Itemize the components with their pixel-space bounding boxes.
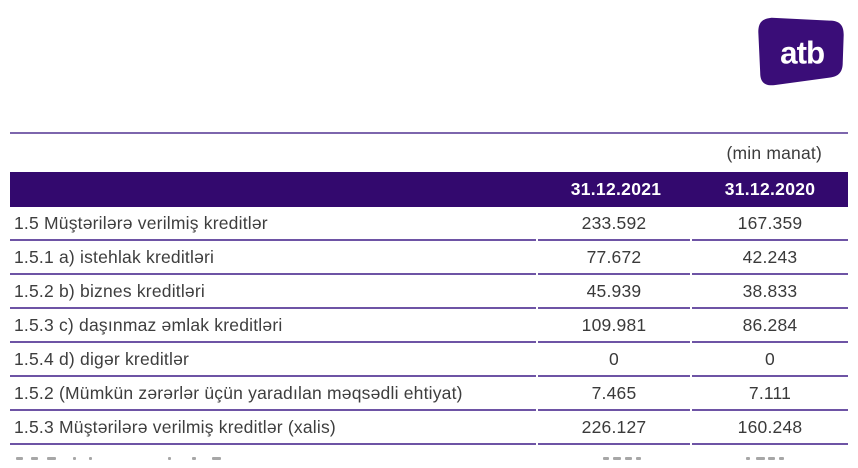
atb-logo-text: atb [780, 35, 825, 71]
row-label: 1.5.1 a) istehlak kreditləri [10, 241, 536, 275]
table-row [10, 411, 848, 445]
atb-logo [755, 14, 847, 88]
table-header-row [10, 172, 848, 207]
credits-table [10, 172, 848, 445]
row-value-2021: 233.592 [538, 207, 690, 241]
header-col-2021: 31.12.2021 [570, 179, 662, 199]
row-value-2020: 160.248 [692, 411, 848, 445]
table-row [10, 309, 848, 343]
row-label: 1.5.2 (Mümkün zərərlər üçün yaradılan məqsədli ehtiyat) [10, 377, 536, 411]
unit-note: (min manat) [726, 143, 822, 163]
row-label: 1.5.4 d) digər kreditlər [10, 343, 536, 377]
row-value-2021: 45.939 [538, 275, 690, 309]
row-label: 1.5 Müştərilərə verilmiş kreditlər [10, 207, 536, 241]
atb-logo-shape [755, 14, 847, 88]
row-label: 1.5.3 Müştərilərə verilmiş kreditlər (xalis) [10, 411, 536, 445]
row-value-2020: 38.833 [692, 275, 848, 309]
row-value-2021: 109.981 [538, 309, 690, 343]
row-value-2020: 86.284 [692, 309, 848, 343]
clipped-bottom-row [10, 455, 848, 468]
row-value-2021: 226.127 [538, 411, 690, 445]
row-value-2021: 0 [538, 343, 690, 377]
header-col-2020: 31.12.2020 [724, 179, 816, 199]
row-label: 1.5.2 b) biznes kreditləri [10, 275, 536, 309]
top-divider-rule [10, 132, 848, 134]
table-row [10, 343, 848, 377]
row-value-2020: 0 [692, 343, 848, 377]
row-value-2021: 77.672 [538, 241, 690, 275]
row-value-2020: 7.111 [692, 377, 848, 411]
table-row [10, 241, 848, 275]
row-label: 1.5.3 c) daşınmaz əmlak kreditləri [10, 309, 536, 343]
table-row [10, 207, 848, 241]
row-value-2021: 7.465 [538, 377, 690, 411]
table-row [10, 275, 848, 309]
table-row [10, 377, 848, 411]
row-value-2020: 167.359 [692, 207, 848, 241]
table-body [10, 207, 848, 445]
row-value-2020: 42.243 [692, 241, 848, 275]
